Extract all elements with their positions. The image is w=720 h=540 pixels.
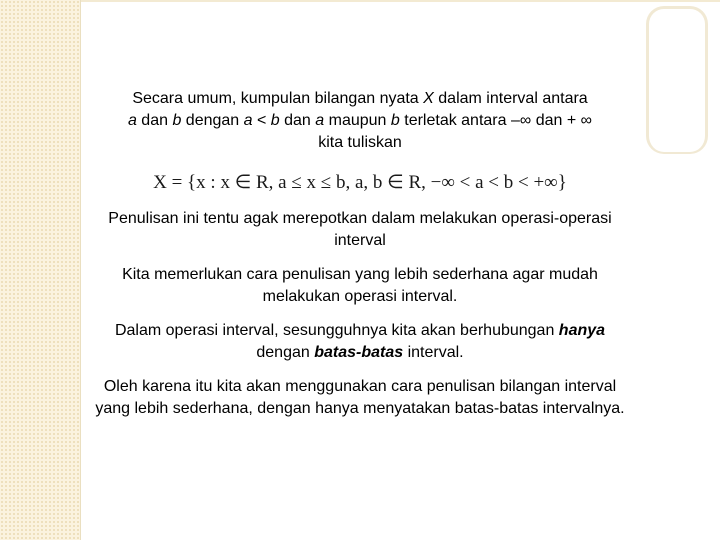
paragraph-operations — [90, 320, 630, 364]
text-run: Dalam operasi interval, sesungguhnya kita akan berhubungan — [114, 322, 559, 339]
variable-x: X — [423, 90, 434, 107]
text-run: maupun — [324, 112, 391, 129]
text-run: terletak antara –∞ dan + ∞ — [399, 112, 593, 129]
emphasis-batas-batas: batas-batas — [314, 344, 404, 361]
variable-a: a — [243, 112, 253, 129]
text-run: dan — [136, 112, 173, 129]
text-run: dengan — [181, 112, 244, 129]
paragraph-need: Kita memerlukan cara penulisan yang lebih sederhana agar mudah melakukan operasi interval. — [122, 266, 598, 305]
variable-b: b — [270, 112, 280, 129]
paragraph-note: Penulisan ini tentu agak merepotkan dalam melakukan operasi-operasi interval — [108, 210, 612, 249]
emphasis-hanya: hanya — [558, 322, 606, 339]
variable-b: b — [390, 112, 400, 129]
text-run: dan — [279, 112, 316, 129]
decorative-side-band — [0, 0, 80, 540]
variable-a: a — [127, 112, 137, 129]
text-run: dalam interval antara — [433, 90, 588, 107]
text-run: dengan — [256, 344, 315, 361]
text-run: interval. — [403, 344, 464, 361]
paragraph-definition — [90, 88, 630, 154]
variable-a: a — [315, 112, 325, 129]
paragraph-conclusion: Oleh karena itu kita akan menggunakan cara penulisan bilangan interval yang lebih sederhana, dengan hanya menyatakan batas-batas intervalnya. — [95, 378, 625, 417]
text-run: < — [252, 112, 271, 129]
set-notation-formula: X = {x : x ∈ R, a ≤ x ≤ b, a, b ∈ R, −∞ < a < b < +∞} — [153, 172, 567, 193]
decorative-frame — [646, 6, 708, 154]
text-run: kita tuliskan — [318, 134, 402, 151]
variable-b: b — [172, 112, 182, 129]
side-divider — [80, 0, 81, 540]
top-border — [81, 0, 720, 2]
slide-content — [90, 88, 630, 420]
text-run: Secara umum, kumpulan bilangan nyata — [132, 90, 424, 107]
